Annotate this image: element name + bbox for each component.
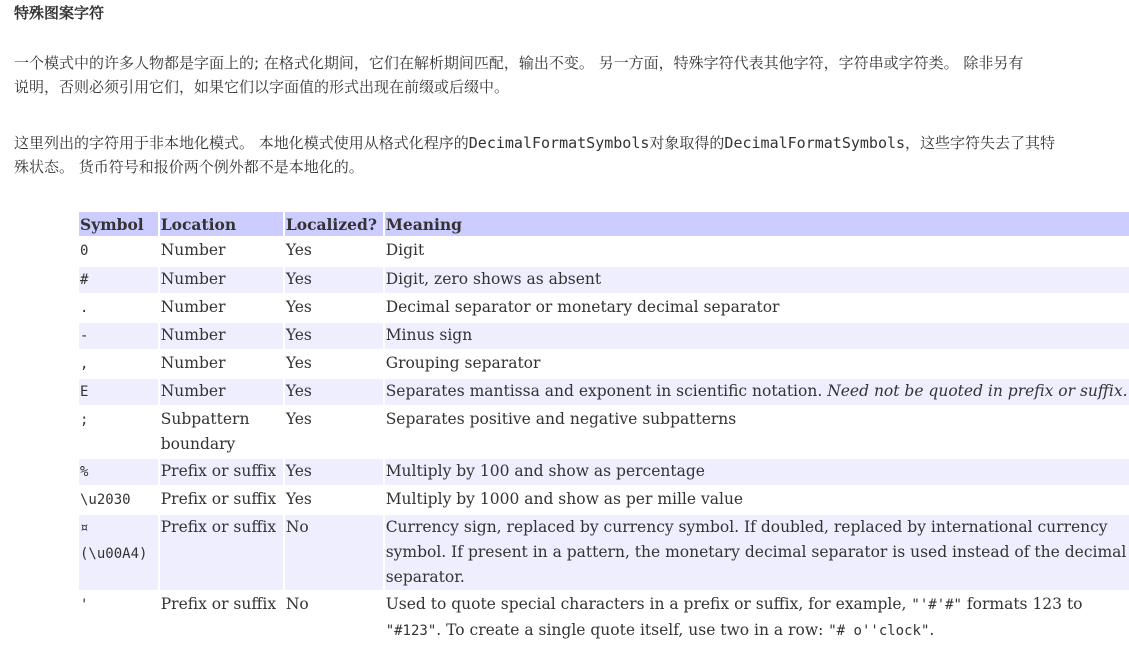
cell-meaning: Digit, zero shows as absent: [385, 267, 1129, 293]
cell-meaning: Digit: [385, 238, 1129, 265]
cell-symbol: E: [79, 379, 158, 405]
cell-meaning: Used to quote special characters in a prefix or suffix, for example, "'#'#" formats 123 to "#123". To create a single quote itself, use two in a row: "# o''clock".: [385, 592, 1129, 644]
cell-symbol: %: [79, 459, 158, 485]
cell-symbol: -: [79, 323, 158, 349]
paragraph-line: 说明，否则必须引用它们，如果它们以字面值的形式出现在前缀或后缀中。: [14, 78, 510, 96]
special-characters-table: [77, 210, 1129, 646]
paragraph-line: 殊状态。 货币符号和报价两个例外都不是本地化的。: [14, 158, 364, 176]
cell-localized: Yes: [285, 323, 383, 349]
section-heading: 特殊图案字符: [14, 4, 105, 22]
cell-location: Number: [160, 295, 283, 321]
paragraph-line: [14, 131, 1129, 155]
cell-location: Prefix or suffix: [160, 515, 283, 590]
cell-meaning: Separates mantissa and exponent in scientific notation. Need not be quoted in prefix or suffix.: [385, 379, 1129, 405]
localization-paragraph: [14, 131, 1129, 179]
cell-localized: Yes: [285, 407, 383, 457]
intro-paragraph: [14, 51, 1129, 99]
table-row: [79, 459, 1129, 485]
cell-location: Prefix or suffix: [160, 592, 283, 644]
cell-localized: Yes: [285, 295, 383, 321]
paragraph-text: ，这些字符失去了其特: [905, 134, 1056, 152]
cell-localized: No: [285, 592, 383, 644]
cell-symbol: ;: [79, 407, 158, 457]
cell-symbol: ¤ (\u00A4): [79, 515, 158, 590]
table-row: [79, 238, 1129, 265]
cell-symbol: #: [79, 267, 158, 293]
meaning-emphasis: Need not be quoted in prefix or suffix.: [827, 382, 1128, 400]
cell-location: Prefix or suffix: [160, 459, 283, 485]
table-row: [79, 295, 1129, 321]
table-row: [79, 267, 1129, 293]
cell-location: Number: [160, 323, 283, 349]
cell-meaning: Decimal separator or monetary decimal separator: [385, 295, 1129, 321]
cell-localized: Yes: [285, 351, 383, 377]
cell-symbol: .: [79, 295, 158, 321]
cell-meaning: Grouping separator: [385, 351, 1129, 377]
paragraph-text: 对象取得的: [649, 134, 725, 152]
cell-meaning: Multiply by 1000 and show as per mille value: [385, 487, 1129, 513]
table-row: [79, 379, 1129, 405]
cell-localized: Yes: [285, 487, 383, 513]
cell-meaning: Currency sign, replaced by currency symbol. If doubled, replaced by international currency symbol. If present in a pattern, the monetary decimal separator is used instead of the decimal separator.: [385, 515, 1129, 590]
table-row: [79, 487, 1129, 513]
cell-location: Subpattern boundary: [160, 407, 283, 457]
cell-location: Number: [160, 238, 283, 265]
cell-location: Number: [160, 379, 283, 405]
header-symbol: Symbol: [79, 212, 158, 236]
cell-localized: Yes: [285, 379, 383, 405]
cell-localized: Yes: [285, 238, 383, 265]
paragraph-text: 这里列出的字符用于非本地化模式。 本地化模式使用从格式化程序的: [14, 134, 469, 152]
cell-meaning: Separates positive and negative subpatterns: [385, 407, 1129, 457]
cell-symbol: ,: [79, 351, 158, 377]
table-header-row: [79, 212, 1129, 236]
cell-symbol: \u2030: [79, 487, 158, 513]
cell-meaning: Minus sign: [385, 323, 1129, 349]
table-row: [79, 515, 1129, 590]
cell-meaning: Multiply by 100 and show as percentage: [385, 459, 1129, 485]
header-meaning: Meaning: [385, 212, 1129, 236]
cell-location: Number: [160, 351, 283, 377]
cell-symbol: 0: [79, 238, 158, 265]
cell-location: Prefix or suffix: [160, 487, 283, 513]
cell-localized: Yes: [285, 459, 383, 485]
cell-localized: Yes: [285, 267, 383, 293]
code-decimalformatsymbols[interactable]: DecimalFormatSymbols: [468, 134, 650, 152]
cell-symbol: ': [79, 592, 158, 644]
table-row: [79, 407, 1129, 457]
paragraph-line: 一个模式中的许多人物都是字面上的; 在格式化期间，它们在解析期间匹配，输出不变。 另一方面，特殊字符代表其他字符，字符串或字符类。 除非另有: [14, 54, 1024, 72]
cell-localized: No: [285, 515, 383, 590]
cell-location: Number: [160, 267, 283, 293]
table-row: [79, 351, 1129, 377]
table-row: [79, 592, 1129, 644]
table-row: [79, 323, 1129, 349]
header-localized: Localized?: [285, 212, 383, 236]
header-location: Location: [160, 212, 283, 236]
code-decimalformatsymbols[interactable]: DecimalFormatSymbols: [724, 134, 906, 152]
